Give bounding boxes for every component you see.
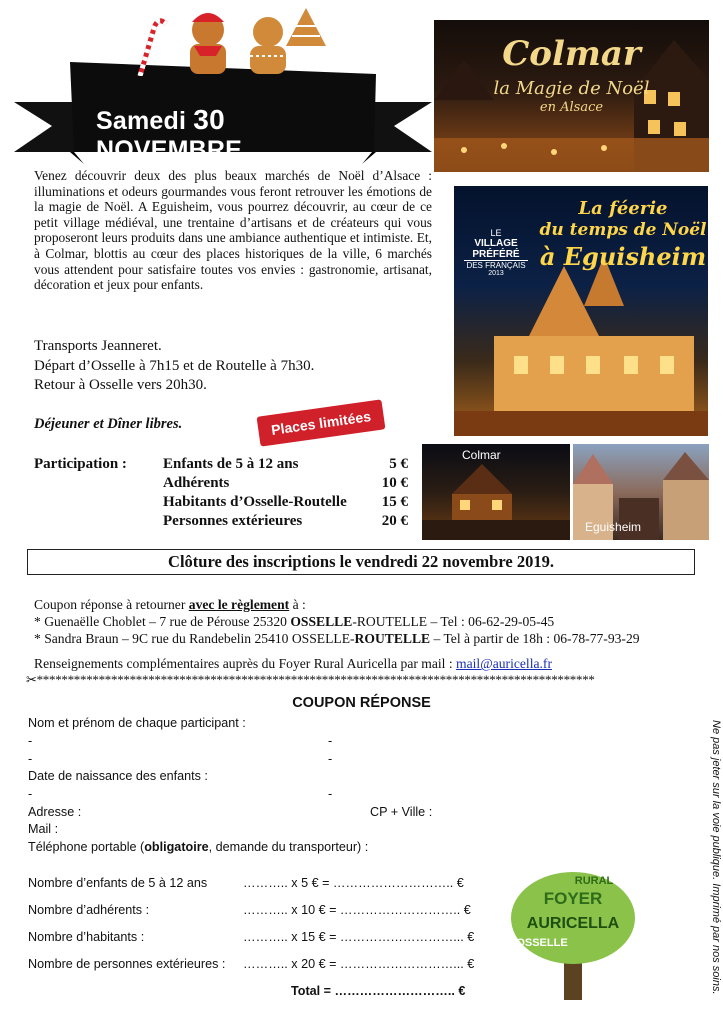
cut-line <box>26 672 706 692</box>
eguisheim-title-line1: La féerie <box>578 198 668 219</box>
side-note: Ne pas jeter sur la voie publique. Imprimé par nos soins. <box>710 720 722 995</box>
gingerbread-decoration <box>130 6 330 76</box>
badge-line2: VILLAGE PRÉFÉRÉ <box>472 238 520 260</box>
participation-price: 20 € <box>381 513 408 529</box>
eguisheim-photo <box>454 186 708 436</box>
coupon-return-line: Coupon réponse à retourner avec le règlement à : <box>34 597 306 612</box>
count-calc: ……….. x 5 € = ……………………….. € <box>243 876 464 890</box>
scissors-icon: ✂ <box>26 672 37 687</box>
colmar-title: Colmar <box>502 34 641 74</box>
colmar-photo <box>434 20 709 172</box>
closing-date-box: Clôture des inscriptions le vendredi 22 novembre 2019. <box>27 549 695 575</box>
contact-choblet: * Guenaëlle Choblet – 7 rue de Pérouse 25320 OSSELLE-ROUTELLE – Tel : 06-62-29-05-45 <box>34 614 555 629</box>
banner-title: Samedi 30 NOVEMBRE <box>96 104 243 164</box>
star-separator: ****************************************************************************************** <box>36 672 595 687</box>
eguisheim-title-line3: à Eguisheim <box>539 242 707 271</box>
eguisheim-title-line2: du temps de Noël <box>539 220 707 240</box>
contact-braun: * Sandra Braun – 9C rue du Randebelin 25410 OSSELLE-ROUTELLE – Tel à partir de 18h : 06-78-77-93-29 <box>34 631 640 646</box>
dash-left: - <box>28 734 33 748</box>
colmar-region: en Alsace <box>539 100 604 115</box>
dash-left: - <box>28 752 33 766</box>
small-photo-label-colmar: Colmar <box>462 448 501 462</box>
count-label: Nombre de personnes extérieures : <box>28 957 226 971</box>
badge-line3: DES FRANÇAIS <box>464 260 528 270</box>
small-photo-label-eguisheim: Eguisheim <box>585 520 642 534</box>
cp-city-label: CP + Ville : <box>370 805 433 819</box>
count-calc: ……….. x 20 € = ………………………... € <box>243 957 475 971</box>
participation-category: Habitants d’Osselle-Routelle <box>163 494 347 510</box>
intro-paragraph: Venez découvrir deux des plus beaux marchés de Noël d’Alsace : illuminations et odeurs gourmandes vous feront retrouver les émotions de la magie de Noël. A Eguisheim, vous pourrez découvrir, au cœur de ce petit village médiéval, une trentaine d’artisans et de créateurs qui vous proposeront leurs produits dans une ambiance authentique et intimiste. Et, à Colmar, blottis au cœur des places historiques de la ville, 6 marchés vous attendent pour satisfaire toutes vos envies : gastronomie, artisanat, décoration et jeux pour enfants. <box>34 168 432 293</box>
meals-note: Déjeuner et Dîner libres. <box>34 416 183 432</box>
colmar-subtitle: la Magie de Noël <box>493 78 650 99</box>
count-label: Nombre d’adhérents : <box>28 903 150 917</box>
transport-line3: Retour à Osselle vers 20h30. <box>34 377 207 393</box>
count-label: Nombre d’habitants : <box>28 930 145 944</box>
participation-category: Adhérents <box>163 475 230 491</box>
dash-right: - <box>328 734 333 748</box>
participation-category: Enfants de 5 à 12 ans <box>163 456 299 472</box>
coupon-title: COUPON RÉPONSE <box>292 695 431 711</box>
count-calc: ……….. x 10 € = ……………………….. € <box>243 903 471 917</box>
participation-price: 5 € <box>389 456 408 472</box>
places-limitees-stamp: Places limitées <box>257 399 386 446</box>
email-link[interactable]: mail@auricella.fr <box>456 656 552 671</box>
birth-label: Date de naissance des enfants : <box>28 769 208 783</box>
logo-word: AURICELLA <box>526 915 620 932</box>
dash-right: - <box>328 787 333 801</box>
village-badge <box>464 228 528 284</box>
dash-left: - <box>28 787 33 801</box>
participation-label: Participation : <box>34 456 127 472</box>
address-label: Adresse : <box>28 805 82 819</box>
mail-label: Mail : <box>28 822 59 836</box>
count-label: Nombre d’enfants de 5 à 12 ans <box>28 876 208 890</box>
badge-line4: 2013 <box>488 270 504 277</box>
colmar-small-photo <box>422 444 570 540</box>
dash-right: - <box>328 752 333 766</box>
logo-word: RURAL <box>574 875 614 887</box>
count-calc: ……….. x 15 € = ………………………... € <box>243 930 475 944</box>
phone-label: Téléphone portable (obligatoire, demande du transporteur) : <box>28 840 369 854</box>
names-label: Nom et prénom de chaque participant : <box>28 716 246 730</box>
total-line: Total = ……………………….. € <box>291 984 466 998</box>
participation-price: 10 € <box>381 475 408 491</box>
transport-line1: Transports Jeanneret. <box>34 338 162 354</box>
info-line: Renseignements complémentaires auprès du Foyer Rural Auricella par mail : mail@auricella.fr <box>34 656 552 671</box>
badge-line1: LE <box>490 228 502 238</box>
eguisheim-small-photo <box>573 444 709 540</box>
participation-price: 15 € <box>381 494 408 510</box>
logo-word: OSSELLE <box>516 937 568 949</box>
logo-word: FOYER <box>543 889 603 908</box>
participation-category: Personnes extérieures <box>163 513 303 529</box>
transport-line2: Départ d’Osselle à 7h15 et de Routelle à 7h30. <box>34 358 315 374</box>
foyer-rural-tree-logo <box>508 862 638 1002</box>
